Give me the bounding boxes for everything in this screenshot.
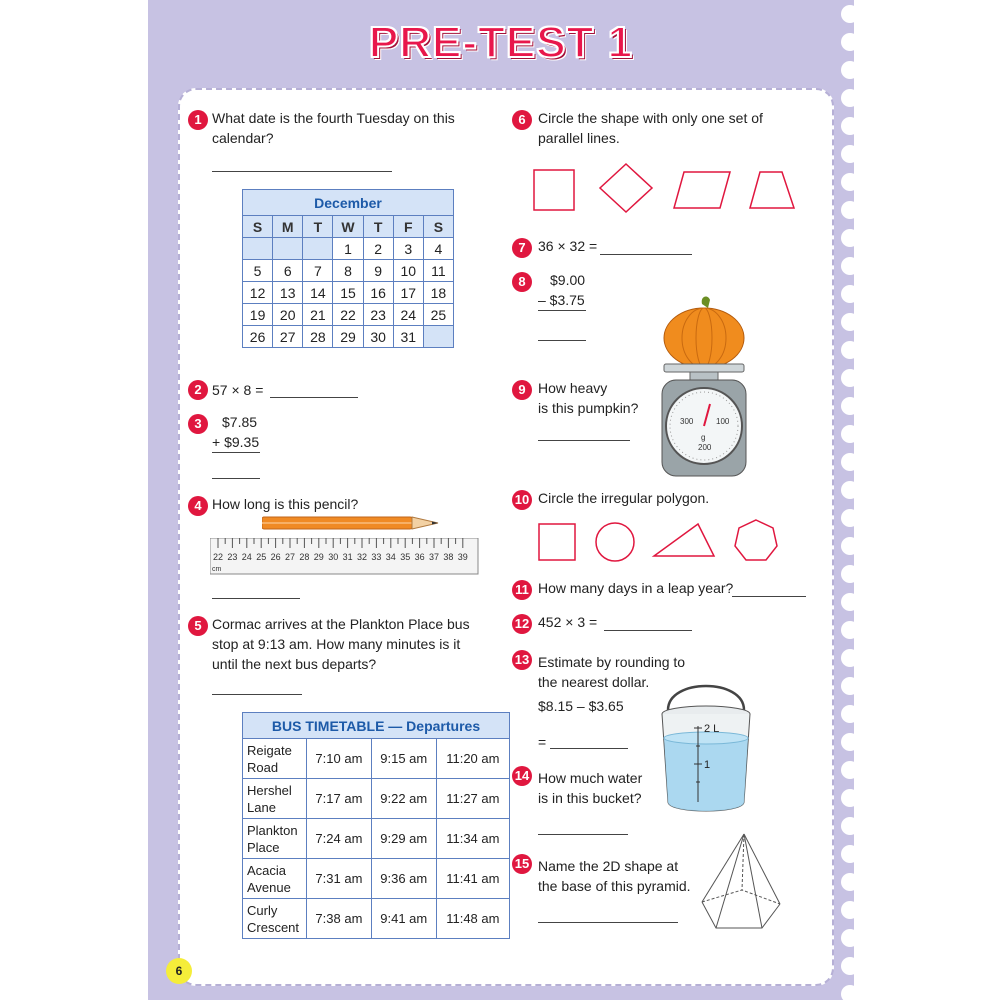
scallop-dot xyxy=(841,425,854,443)
calendar-cell: 7 xyxy=(303,260,333,282)
ruler-label: 34 xyxy=(385,552,396,562)
bus-stop-name: Hershel Lane xyxy=(243,779,307,819)
scallop-dot xyxy=(841,453,854,471)
question-number-5: 5 xyxy=(188,616,208,636)
answer-line-7[interactable] xyxy=(600,254,692,255)
pencil-icon xyxy=(262,514,452,532)
departure-time: 7:24 am xyxy=(307,819,372,859)
ruler-label: 25 xyxy=(256,552,267,562)
calendar-cell: 14 xyxy=(303,282,333,304)
calendar-cell: 15 xyxy=(333,282,363,304)
question-9-line2: is this pumpkin? xyxy=(538,400,639,416)
question-15-line2: the base of this pyramid. xyxy=(538,878,691,894)
departure-time: 7:17 am xyxy=(307,779,372,819)
calendar-cell: 16 xyxy=(363,282,393,304)
ruler-label: 32 xyxy=(357,552,368,562)
calendar-cell: 8 xyxy=(333,260,363,282)
departure-time: 9:15 am xyxy=(371,739,436,779)
heptagon-shape[interactable] xyxy=(730,516,782,566)
calendar-cell: 29 xyxy=(333,326,363,348)
departure-time: 11:34 am xyxy=(436,819,509,859)
scallop-dot xyxy=(841,705,854,723)
bus-stop-name: Curly Crescent xyxy=(243,899,307,939)
departure-time: 11:41 am xyxy=(436,859,509,899)
scallop-dot xyxy=(841,257,854,275)
answer-line-14[interactable] xyxy=(538,834,628,835)
question-number-10: 10 xyxy=(512,490,532,510)
departure-time: 9:41 am xyxy=(371,899,436,939)
ruler-label: 38 xyxy=(443,552,454,562)
calendar-day-header: S xyxy=(243,216,273,238)
question-14-line1: How much water xyxy=(538,770,643,786)
scallop-dot xyxy=(841,509,854,527)
departure-time: 7:10 am xyxy=(307,739,372,779)
departure-time: 7:38 am xyxy=(307,899,372,939)
answer-line-12[interactable] xyxy=(604,630,692,631)
calendar-cell: 22 xyxy=(333,304,363,326)
ruler-label: 29 xyxy=(313,552,324,562)
departure-time: 11:20 am xyxy=(436,739,509,779)
question-15-line1: Name the 2D shape at xyxy=(538,858,679,874)
question-8-line2: – $3.75 xyxy=(538,292,585,308)
departure-time: 9:22 am xyxy=(371,779,436,819)
scale-label-300: 300 xyxy=(680,417,694,426)
scallop-dot xyxy=(841,761,854,779)
table-row xyxy=(243,859,510,899)
scale-label-100: 100 xyxy=(716,417,730,426)
departure-time: 9:36 am xyxy=(371,859,436,899)
departure-time: 7:31 am xyxy=(307,859,372,899)
calendar-cell: 24 xyxy=(393,304,423,326)
scallop-dot xyxy=(841,201,854,219)
ruler-label: 39 xyxy=(457,552,468,562)
calendar-day-header: F xyxy=(393,216,423,238)
answer-line-15[interactable] xyxy=(538,922,678,923)
question-card xyxy=(178,88,834,986)
calendar-cell: 11 xyxy=(423,260,453,282)
scallop-dot xyxy=(841,873,854,891)
calendar-cell: 4 xyxy=(423,238,453,260)
question-number-6: 6 xyxy=(512,110,532,130)
bus-timetable xyxy=(242,712,510,939)
scallop-dot xyxy=(841,817,854,835)
bucket-label-2l: 2 L xyxy=(704,723,720,735)
question-13-line1: Estimate by rounding to xyxy=(538,654,686,670)
answer-line-4[interactable] xyxy=(212,598,300,599)
question-number-11: 11 xyxy=(512,580,532,600)
ruler-label: 24 xyxy=(241,552,252,562)
calendar-cell: 27 xyxy=(273,326,303,348)
scallop-dot xyxy=(841,845,854,863)
calendar-day-header: W xyxy=(333,216,363,238)
ruler-label: 26 xyxy=(270,552,281,562)
answer-line-13[interactable] xyxy=(550,748,628,749)
scallop-dot xyxy=(841,173,854,191)
calendar-cell xyxy=(303,238,333,260)
ruler-unit: cm xyxy=(212,566,222,573)
scallop-dot xyxy=(841,901,854,919)
question-5-text: Cormac arrives at the Plankton Place bus stop at 9:13 am. How many minutes is it until the next bus departs? xyxy=(212,616,470,672)
question-number-7: 7 xyxy=(512,238,532,258)
answer-line-11[interactable] xyxy=(732,596,806,597)
calendar-cell xyxy=(243,238,273,260)
calendar-cell: 23 xyxy=(363,304,393,326)
ruler-label: 33 xyxy=(371,552,382,562)
question-8-line1: $9.00 xyxy=(550,272,586,288)
scallop-dot xyxy=(841,677,854,695)
question-1-text: What date is the fourth Tuesday on this calendar? xyxy=(212,110,455,146)
question-number-9: 9 xyxy=(512,380,532,400)
calendar-cell: 12 xyxy=(243,282,273,304)
answer-line-2[interactable] xyxy=(270,397,358,398)
scale-label-200: 200 xyxy=(698,443,712,452)
calendar-cell: 20 xyxy=(273,304,303,326)
page-title: PRE-TEST 1 xyxy=(368,18,634,67)
circle-shape[interactable] xyxy=(590,518,640,566)
calendar-cell xyxy=(423,326,453,348)
scallop-dot xyxy=(841,621,854,639)
question-13-expression: $8.15 – $3.65 xyxy=(538,698,624,714)
december-calendar xyxy=(242,189,454,348)
question-number-4: 4 xyxy=(188,496,208,516)
question-6-text: Circle the shape with only one set of parallel lines. xyxy=(538,110,763,146)
question-13-line2: the nearest dollar. xyxy=(538,674,650,690)
calendar-cell: 28 xyxy=(303,326,333,348)
departure-time: 9:29 am xyxy=(371,819,436,859)
scallop-dot xyxy=(841,117,854,135)
scallop-dot xyxy=(841,593,854,611)
answer-line-3[interactable] xyxy=(212,478,260,479)
pumpkin-scale-illustration xyxy=(650,294,760,482)
question-number-15: 15 xyxy=(512,854,532,874)
scallop-dot xyxy=(841,481,854,499)
question-number-2: 2 xyxy=(188,380,208,400)
scallop-dot xyxy=(841,733,854,751)
bus-stop-name: Acacia Avenue xyxy=(243,859,307,899)
question-3-line2: + $9.35 xyxy=(212,434,260,450)
scallop-dot xyxy=(841,369,854,387)
calendar-cell: 31 xyxy=(393,326,423,348)
ruler-label: 31 xyxy=(342,552,353,562)
ruler-label: 36 xyxy=(414,552,425,562)
bus-stop-name: Plankton Place xyxy=(243,819,307,859)
scallop-dot xyxy=(841,565,854,583)
calendar-cell: 21 xyxy=(303,304,333,326)
square-shape[interactable] xyxy=(526,164,586,214)
sum-line-3 xyxy=(212,452,260,453)
water-bucket-illustration xyxy=(654,674,760,820)
ruler-icon xyxy=(210,538,480,576)
rhombus-shape[interactable] xyxy=(594,160,658,216)
calendar-cell: 17 xyxy=(393,282,423,304)
table-row xyxy=(243,899,510,939)
ruler-label: 27 xyxy=(285,552,296,562)
calendar-cell: 10 xyxy=(393,260,423,282)
scallop-dot xyxy=(841,537,854,555)
scallop-dot xyxy=(841,313,854,331)
question-7-text: 36 × 32 = xyxy=(538,238,598,254)
question-number-14: 14 xyxy=(512,766,532,786)
question-11-text: How many days in a leap year? xyxy=(538,580,734,596)
calendar-cell: 9 xyxy=(363,260,393,282)
calendar-cell xyxy=(273,238,303,260)
ruler-label: 37 xyxy=(429,552,440,562)
calendar-cell: 30 xyxy=(363,326,393,348)
answer-line-1[interactable] xyxy=(212,171,392,172)
scallop-dot xyxy=(841,229,854,247)
bus-stop-name: Reigate Road xyxy=(243,739,307,779)
calendar-day-header: T xyxy=(303,216,333,238)
calendar-cell: 2 xyxy=(363,238,393,260)
calendar-day-header: M xyxy=(273,216,303,238)
question-10-text: Circle the irregular polygon. xyxy=(538,490,710,506)
timetable-title: BUS TIMETABLE — Departures xyxy=(243,713,510,739)
ruler-label: 30 xyxy=(328,552,339,562)
question-number-8: 8 xyxy=(512,272,532,292)
question-14-line2: is in this bucket? xyxy=(538,790,642,806)
calendar-cell: 13 xyxy=(273,282,303,304)
calendar-cell: 19 xyxy=(243,304,273,326)
scallop-dot xyxy=(841,929,854,947)
question-2-text: 57 × 8 = xyxy=(212,382,264,398)
calendar-cell: 1 xyxy=(333,238,363,260)
calendar-cell: 26 xyxy=(243,326,273,348)
ruler-label: 22 xyxy=(213,552,224,562)
question-12-text: 452 × 3 = xyxy=(538,614,598,630)
worksheet-page xyxy=(148,0,854,1000)
parallelogram-shape[interactable] xyxy=(670,164,734,214)
answer-line-9[interactable] xyxy=(538,440,630,441)
scallop-dot xyxy=(841,89,854,107)
question-number-1: 1 xyxy=(188,110,208,130)
question-9-line1: How heavy xyxy=(538,380,608,396)
ruler-label: 28 xyxy=(299,552,310,562)
table-row xyxy=(243,739,510,779)
calendar-day-header: T xyxy=(363,216,393,238)
calendar-cell: 5 xyxy=(243,260,273,282)
pentagonal-pyramid-illustration xyxy=(692,830,788,938)
ruler-label: 35 xyxy=(400,552,411,562)
scale-unit: g xyxy=(701,433,706,442)
scallop-dot xyxy=(841,789,854,807)
calendar-month: December xyxy=(243,190,454,216)
departure-time: 11:27 am xyxy=(436,779,509,819)
difference-line-8 xyxy=(538,310,586,311)
page-number-badge: 6 xyxy=(166,958,192,984)
trapezium-shape[interactable] xyxy=(746,164,802,214)
table-row xyxy=(243,779,510,819)
question-number-12: 12 xyxy=(512,614,532,634)
question-3-line1: $7.85 xyxy=(222,414,258,430)
scallop-dot xyxy=(841,957,854,975)
scallop-dot xyxy=(841,341,854,359)
calendar-cell: 3 xyxy=(393,238,423,260)
calendar-cell: 18 xyxy=(423,282,453,304)
question-number-3: 3 xyxy=(188,414,208,434)
departure-time: 11:48 am xyxy=(436,899,509,939)
scallop-dot xyxy=(841,145,854,163)
scallop-dot xyxy=(841,285,854,303)
answer-line-5[interactable] xyxy=(212,694,302,695)
square-shape[interactable] xyxy=(532,518,582,566)
calendar-day-header: S xyxy=(423,216,453,238)
answer-line-8[interactable] xyxy=(538,340,586,341)
triangle-shape[interactable] xyxy=(650,520,718,564)
bucket-label-1: 1 xyxy=(704,759,711,771)
question-4-text: How long is this pencil? xyxy=(212,496,359,512)
ruler-label: 23 xyxy=(227,552,238,562)
scallop-dot xyxy=(841,985,854,1000)
calendar-cell: 25 xyxy=(423,304,453,326)
table-row xyxy=(243,819,510,859)
scallop-dot xyxy=(841,649,854,667)
calendar-cell: 6 xyxy=(273,260,303,282)
question-number-13: 13 xyxy=(512,650,532,670)
scallop-dot xyxy=(841,397,854,415)
question-13-equals: = xyxy=(538,734,547,750)
